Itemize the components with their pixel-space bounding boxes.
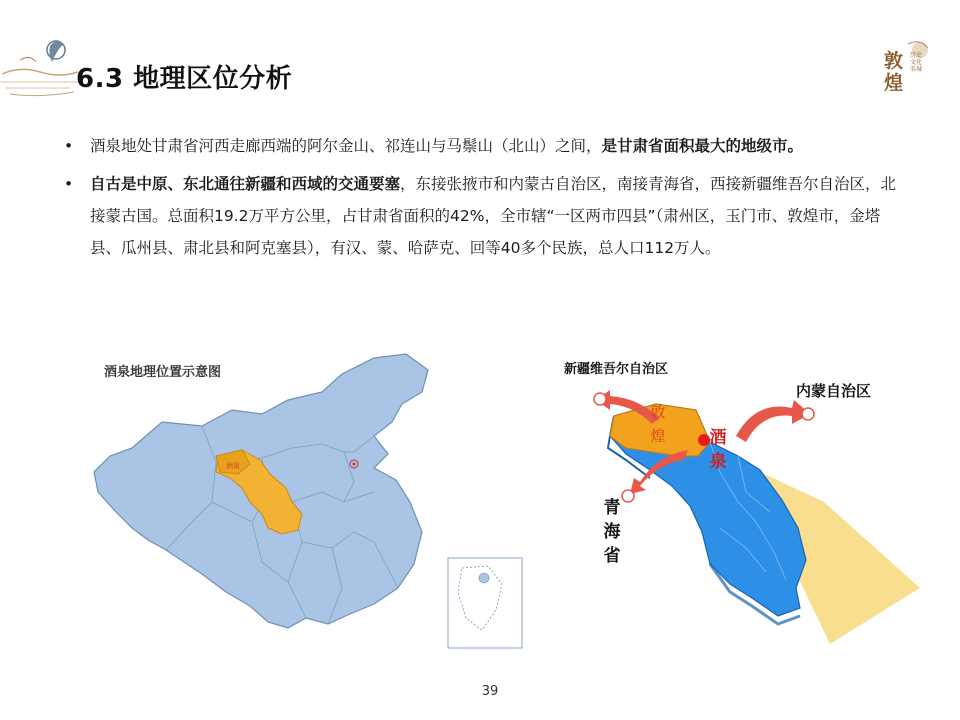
left-map-jiuquan-label: 酒泉	[226, 462, 240, 470]
left-map-title: 酒泉地理位置示意图	[104, 365, 222, 380]
page-number: 39	[481, 684, 499, 699]
header-decoration	[0, 36, 80, 106]
label-xinjiang: 新疆维吾尔自治区	[564, 362, 669, 377]
bullet-item-2	[64, 168, 904, 264]
bullet-item-1	[64, 130, 904, 162]
bullet-dot: •	[64, 137, 74, 155]
label-jiuquan: 酒泉	[709, 428, 727, 472]
bullet-list	[64, 130, 904, 270]
logo-main-text: 敦煌	[884, 50, 904, 94]
label-neimenggu: 内蒙自治区	[796, 382, 872, 400]
china-location-map	[92, 352, 524, 650]
logo-side-text: 历史文化名城	[910, 52, 923, 73]
bullet-2-normal: ，东接张掖市和内蒙古自治区，南接青海省，西接新疆维吾尔自治区，北接蒙古国。总面积19.2万平方公里，占甘肃省面积的42%，全市辖“一区两市四县”（肃州区，玉门市、敦煌市，金塔县、瓜州县、肃北县和阿克塞县），有汉、蒙、哈萨克、回等40多个民族，总人口112万人。	[90, 175, 897, 257]
bullet-2-bold: 自古是中原、东北通往新疆和西域的交通要塞	[90, 175, 401, 193]
south-china-sea-inset	[448, 558, 522, 648]
bullet-dot: •	[64, 175, 74, 193]
label-dunhuang: 敦煌	[650, 403, 666, 445]
arrow-neimenggu	[736, 400, 814, 442]
bullet-1-normal: 酒泉地处甘肃省河西走廊西端的阿尔金山、祁连山与马鬃山（北山）之间，	[90, 137, 602, 155]
label-qinghai: 青海省	[603, 498, 621, 566]
slide-title: 6.3 地理区位分析	[76, 64, 293, 94]
bullet-1-bold: 是甘肃省面积最大的地级市。	[601, 137, 804, 155]
